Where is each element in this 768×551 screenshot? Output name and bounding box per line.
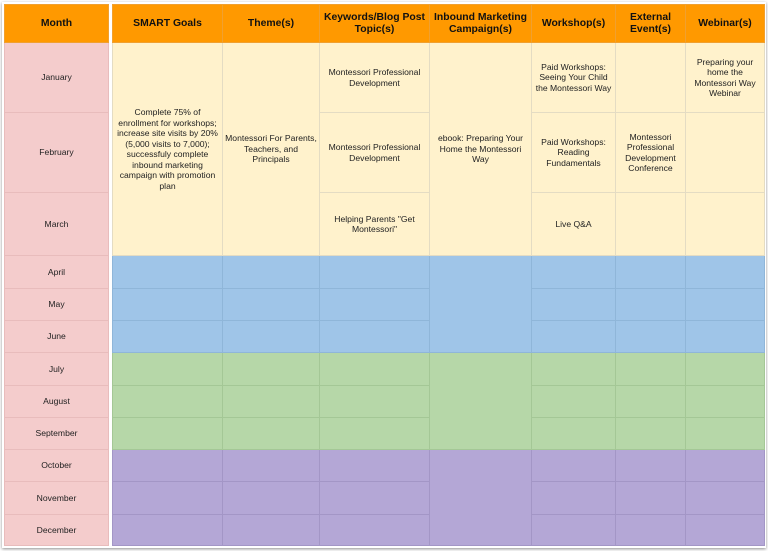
smart-goals-cell[interactable] (113, 482, 223, 515)
keywords-cell[interactable] (320, 515, 430, 546)
smart-goals-cell[interactable] (113, 321, 223, 353)
smart-goals-cell[interactable] (113, 450, 223, 482)
month-cell[interactable]: June (5, 321, 109, 353)
workshops-cell[interactable] (532, 256, 616, 289)
table-row (5, 482, 765, 515)
workshops-cell[interactable] (532, 418, 616, 450)
smart-goals-cell[interactable] (113, 515, 223, 546)
themes-cell[interactable] (223, 386, 320, 418)
header-keywords[interactable]: Keywords/Blog Post Topic(s) (320, 5, 430, 43)
header-workshops[interactable]: Workshop(s) (532, 5, 616, 43)
keywords-cell[interactable] (320, 386, 430, 418)
workshops-cell[interactable] (532, 515, 616, 546)
external-events-cell[interactable] (616, 418, 686, 450)
keywords-cell[interactable] (320, 353, 430, 386)
keywords-cell[interactable] (320, 289, 430, 321)
webinars-cell[interactable] (686, 450, 765, 482)
themes-cell[interactable] (223, 353, 320, 386)
themes-cell[interactable] (223, 450, 320, 482)
keywords-cell[interactable]: Montessori Professional Development (320, 113, 430, 193)
content-calendar-table (4, 4, 765, 546)
webinars-cell[interactable]: Preparing your home the Montessori Way Webinar (686, 43, 765, 113)
table-row (5, 386, 765, 418)
column-spacer (109, 113, 113, 193)
webinars-cell[interactable] (686, 193, 765, 256)
keywords-cell[interactable] (320, 482, 430, 515)
themes-cell[interactable] (223, 482, 320, 515)
webinars-cell[interactable] (686, 386, 765, 418)
external-events-cell[interactable] (616, 193, 686, 256)
column-spacer (109, 193, 113, 256)
webinars-cell[interactable] (686, 418, 765, 450)
spreadsheet-frame (2, 2, 766, 548)
webinars-cell[interactable] (686, 515, 765, 546)
table-row (5, 450, 765, 482)
month-cell[interactable]: July (5, 353, 109, 386)
keywords-cell[interactable]: Helping Parents "Get Montessori" (320, 193, 430, 256)
keywords-cell[interactable] (320, 321, 430, 353)
table-row (5, 353, 765, 386)
month-cell[interactable]: March (5, 193, 109, 256)
keywords-cell[interactable] (320, 418, 430, 450)
themes-cell[interactable]: Montessori For Parents, Teachers, and Principals (223, 43, 320, 256)
month-cell[interactable]: January (5, 43, 109, 113)
themes-cell[interactable] (223, 256, 320, 289)
smart-goals-cell[interactable] (113, 418, 223, 450)
table-row (5, 289, 765, 321)
table-row (5, 418, 765, 450)
header-month[interactable]: Month (5, 5, 109, 43)
webinars-cell[interactable] (686, 113, 765, 193)
external-events-cell[interactable] (616, 482, 686, 515)
external-events-cell[interactable]: Montessori Professional Development Conference (616, 113, 686, 193)
month-cell[interactable]: November (5, 482, 109, 515)
smart-goals-cell[interactable] (113, 353, 223, 386)
table-row (5, 321, 765, 353)
themes-cell[interactable] (223, 418, 320, 450)
inbound-campaign-cell[interactable] (430, 353, 532, 450)
header-webinars[interactable]: Webinar(s) (686, 5, 765, 43)
keywords-cell[interactable]: Montessori Professional Development (320, 43, 430, 113)
smart-goals-cell[interactable] (113, 386, 223, 418)
month-cell[interactable]: October (5, 450, 109, 482)
workshops-cell[interactable] (532, 321, 616, 353)
month-cell[interactable]: February (5, 113, 109, 193)
smart-goals-cell[interactable] (113, 289, 223, 321)
inbound-campaign-cell[interactable] (430, 256, 532, 353)
month-cell[interactable]: August (5, 386, 109, 418)
month-cell[interactable]: April (5, 256, 109, 289)
header-inbound-campaign[interactable]: Inbound Marketing Campaign(s) (430, 5, 532, 43)
header-row (5, 5, 765, 43)
themes-cell[interactable] (223, 515, 320, 546)
webinars-cell[interactable] (686, 353, 765, 386)
table-row (5, 515, 765, 546)
workshops-cell[interactable] (532, 450, 616, 482)
table-row (5, 43, 765, 113)
inbound-campaign-cell[interactable] (430, 450, 532, 546)
keywords-cell[interactable] (320, 450, 430, 482)
workshops-cell[interactable] (532, 482, 616, 515)
table-row (5, 256, 765, 289)
smart-goals-cell[interactable]: Complete 75% of enrollment for workshops; increase site visits by 20% (5,000 visits to 7,000); successfuly complete inbound marketing campaign with promotion plan (113, 43, 223, 256)
header-external-events[interactable]: External Event(s) (616, 5, 686, 43)
themes-cell[interactable] (223, 289, 320, 321)
header-themes[interactable]: Theme(s) (223, 5, 320, 43)
workshops-cell[interactable] (532, 353, 616, 386)
external-events-cell[interactable] (616, 353, 686, 386)
webinars-cell[interactable] (686, 482, 765, 515)
keywords-cell[interactable] (320, 256, 430, 289)
workshops-cell[interactable]: Paid Workshops: Seeing Your Child the Montessori Way (532, 43, 616, 113)
external-events-cell[interactable] (616, 289, 686, 321)
external-events-cell[interactable] (616, 450, 686, 482)
month-cell[interactable]: December (5, 515, 109, 546)
webinars-cell[interactable] (686, 256, 765, 289)
external-events-cell[interactable] (616, 515, 686, 546)
header-smart-goals[interactable]: SMART Goals (113, 5, 223, 43)
workshops-cell[interactable] (532, 289, 616, 321)
webinars-cell[interactable] (686, 289, 765, 321)
workshops-cell[interactable]: Paid Workshops: Reading Fundamentals (532, 113, 616, 193)
external-events-cell[interactable] (616, 43, 686, 113)
month-cell[interactable]: September (5, 418, 109, 450)
external-events-cell[interactable] (616, 321, 686, 353)
smart-goals-cell[interactable] (113, 256, 223, 289)
webinars-cell[interactable] (686, 321, 765, 353)
external-events-cell[interactable] (616, 256, 686, 289)
inbound-campaign-cell[interactable]: ebook: Preparing Your Home the Montessori Way (430, 43, 532, 256)
workshops-cell[interactable] (532, 386, 616, 418)
workshops-cell[interactable]: Live Q&A (532, 193, 616, 256)
external-events-cell[interactable] (616, 386, 686, 418)
month-cell[interactable]: May (5, 289, 109, 321)
themes-cell[interactable] (223, 321, 320, 353)
